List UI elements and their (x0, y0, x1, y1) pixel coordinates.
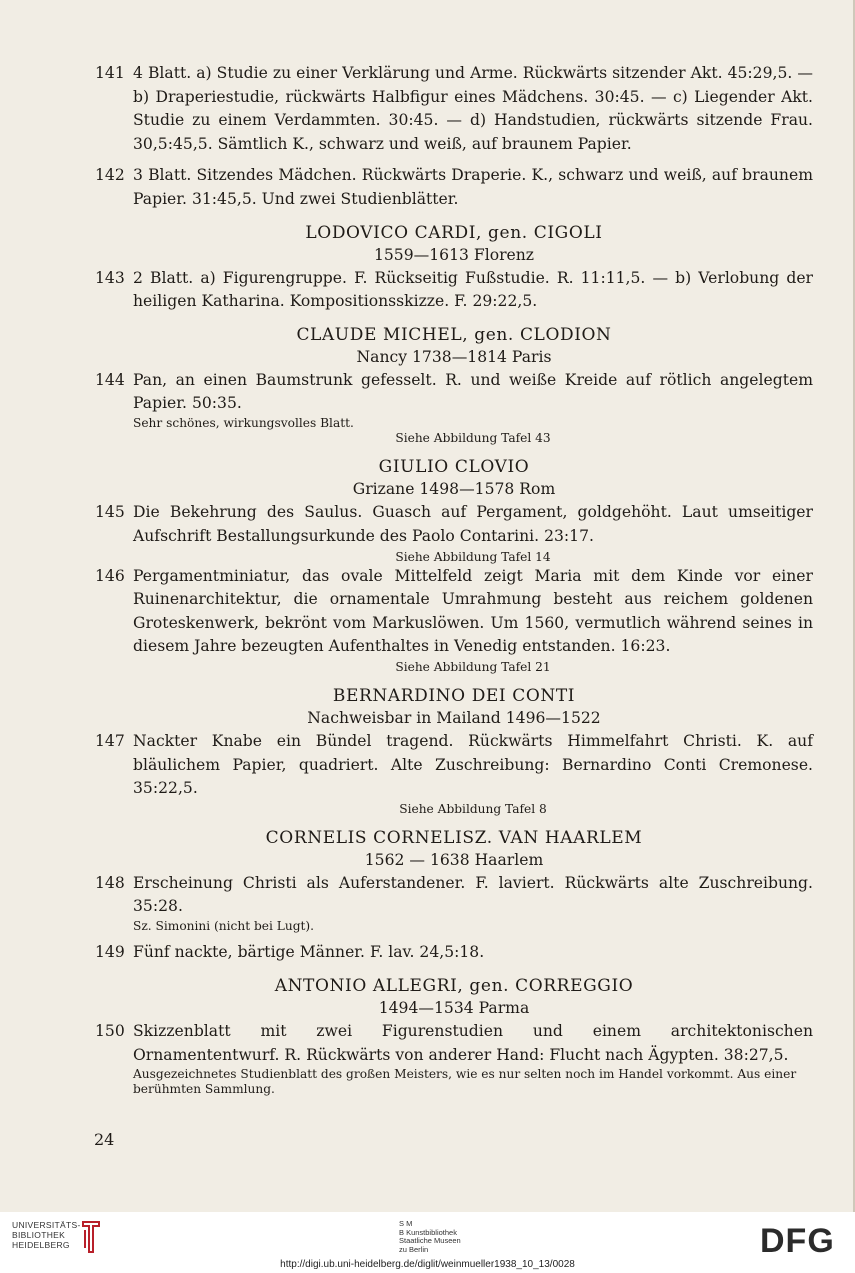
entry-number: 149 (95, 943, 125, 962)
entry-number: 145 (95, 503, 125, 522)
smb-line: zu Berlin (399, 1245, 429, 1255)
artist-heading: CORNELIS CORNELISZ. VAN HAARLEM (265, 827, 643, 848)
smb-line: Staatliche Museen (399, 1236, 461, 1246)
entry-number: 148 (95, 873, 125, 892)
entry-text: Fünf nackte, bärtige Männer. F. lav. 24,5:18. (133, 943, 485, 962)
artist-dates: 1494—1534 Parma (378, 999, 530, 1018)
catalog-entry-150 (95, 1020, 813, 1067)
catalog-entry-145 (95, 501, 813, 548)
entry-number: 142 (95, 166, 125, 185)
artist-dates: Grizane 1498—1578 Rom (352, 480, 556, 499)
entry-note: Sehr schönes, wirkungsvolles Blatt. (133, 415, 354, 430)
entry-number: 143 (95, 268, 125, 287)
smb-line: S M (399, 1219, 413, 1228)
artist-heading: ANTONIO ALLEGRI, gen. CORREGGIO (274, 976, 634, 997)
entry-number: 144 (95, 370, 125, 389)
heidelberg-logo-icon (80, 1218, 102, 1256)
university-line: HEIDELBERG (12, 1240, 70, 1250)
entry-text: Pergamentminiatur, das ovale Mittelfeld zeigt Maria mit dem Kinde vor einer Ruinenarchitektur, die ornamentale Umrahmung besteht aus reichem goldenen Groteskenwerk, bekrönt vom Markuslöwen. Um 1560, vermutlich während seines in diesem Jahre bezeugten Aufenthaltes in Venedig entstanden. 16:23. (133, 566, 813, 656)
artist-dates: 1562 — 1638 Haarlem (364, 850, 544, 869)
page-number: 24 (94, 1130, 115, 1149)
permalink-url[interactable]: http://digi.ub.uni-heidelberg.de/diglit/weinmueller1938_10_13/0028 (280, 1259, 575, 1270)
entry-text: 4 Blatt. a) Studie zu einer Verklärung und Arme. Rückwärts sitzender Akt. 45:29,5. — b) Draperiestudie, rückwärts Halbfigur eines Mädchens. 30:45. — c) Liegender Akt. Studie zu einem Verdammten. 30:45. — d) Handstudien, rückwärts sitzende Frau. 30,5:45,5. Sämtlich K., schwarz und weiß, auf braunem Papier. (133, 64, 813, 153)
entry-note: Sz. Simonini (nicht bei Lugt). (133, 918, 315, 933)
catalog-entry-146 (95, 565, 813, 659)
figure-reference: Siehe Abbildung Tafel 14 (395, 549, 551, 564)
smb-line: B Kunstbibliothek (399, 1227, 457, 1237)
catalog-entry-148 (95, 872, 813, 919)
entry-text: Skizzenblatt mit zwei Figurenstudien und einem architektonischen Ornamententwurf. R. Rückwärts von anderer Hand: Flucht nach Ägypten. 38:27,5. (133, 1022, 813, 1064)
entry-text: 2 Blatt. a) Figurengruppe. F. Rückseitig Fußstudie. R. 11:11,5. — b) Verlobung der heiligen Katharina. Kompositionsskizze. F. 29:22,5. (133, 268, 813, 311)
entry-text: Pan, an einen Baumstrunk gefesselt. R. und weiße Kreide auf rötlich angelegtem Papier. 50:35. (133, 370, 813, 413)
viewer-footer (0, 1212, 855, 1273)
entry-text: Erscheinung Christi als Auferstandener. F. laviert. Rückwärts alte Zuschreibung. 35:28. (133, 873, 813, 916)
catalog-entry-141 (95, 62, 813, 156)
artist-dates: Nachweisbar in Mailand 1496—1522 (307, 709, 601, 727)
artist-heading: BERNARDINO DEI CONTI (332, 686, 576, 706)
artist-heading: GIULIO CLOVIO (378, 457, 530, 478)
university-line: UNIVERSITÄTS- (12, 1220, 81, 1230)
figure-reference: Siehe Abbildung Tafel 43 (395, 431, 551, 446)
dfg-logo: DFG (760, 1222, 835, 1260)
entry-text: Die Bekehrung des Saulus. Guasch auf Pergament, goldgehöht. Laut umseitiger Aufschrift Bestallungsurkunde des Paolo Contarini. 23:17. (133, 503, 813, 546)
catalog-content (95, 62, 813, 1096)
artist-heading: CLAUDE MICHEL, gen. CLODION (296, 324, 612, 345)
artist-dates: 1559—1613 Florenz (373, 245, 535, 264)
figure-reference: Siehe Abbildung Tafel 8 (399, 801, 547, 816)
artist-dates: Nancy 1738—1814 Paris (356, 347, 552, 366)
smb-label (399, 1220, 461, 1255)
entry-number: 150 (95, 1022, 125, 1041)
catalog-entry-142 (95, 164, 813, 211)
catalog-entry-143 (95, 267, 813, 314)
entry-text: 3 Blatt. Sitzendes Mädchen. Rückwärts Draperie. K., schwarz und weiß, auf braunem Papier. 31:45,5. Und zwei Studienblätter. (133, 166, 813, 208)
entry-text: Nackter Knabe ein Bündel tragend. Rückwärts Himmelfahrt Christi. K. auf bläulichem Papier, quadriert. Alte Zuschreibung: Bernardino Conti Cremonese. 35:22,5. (133, 732, 813, 798)
artist-heading: LODOVICO CARDI, gen. CIGOLI (305, 222, 603, 243)
catalog-entry-149 (95, 941, 813, 965)
figure-reference: Siehe Abbildung Tafel 21 (395, 660, 551, 674)
entry-number: 141 (95, 64, 125, 82)
university-line: BIBLIOTHEK (12, 1230, 66, 1240)
catalog-entry-147 (95, 730, 813, 801)
entry-note: Ausgezeichnetes Studienblatt des großen Meisters, wie es nur selten noch im Handel vorkommt. Aus einer berühmten Sammlung. (133, 1067, 797, 1096)
entry-number: 147 (95, 732, 125, 750)
catalog-entry-144 (95, 369, 813, 416)
entry-number: 146 (95, 566, 125, 585)
